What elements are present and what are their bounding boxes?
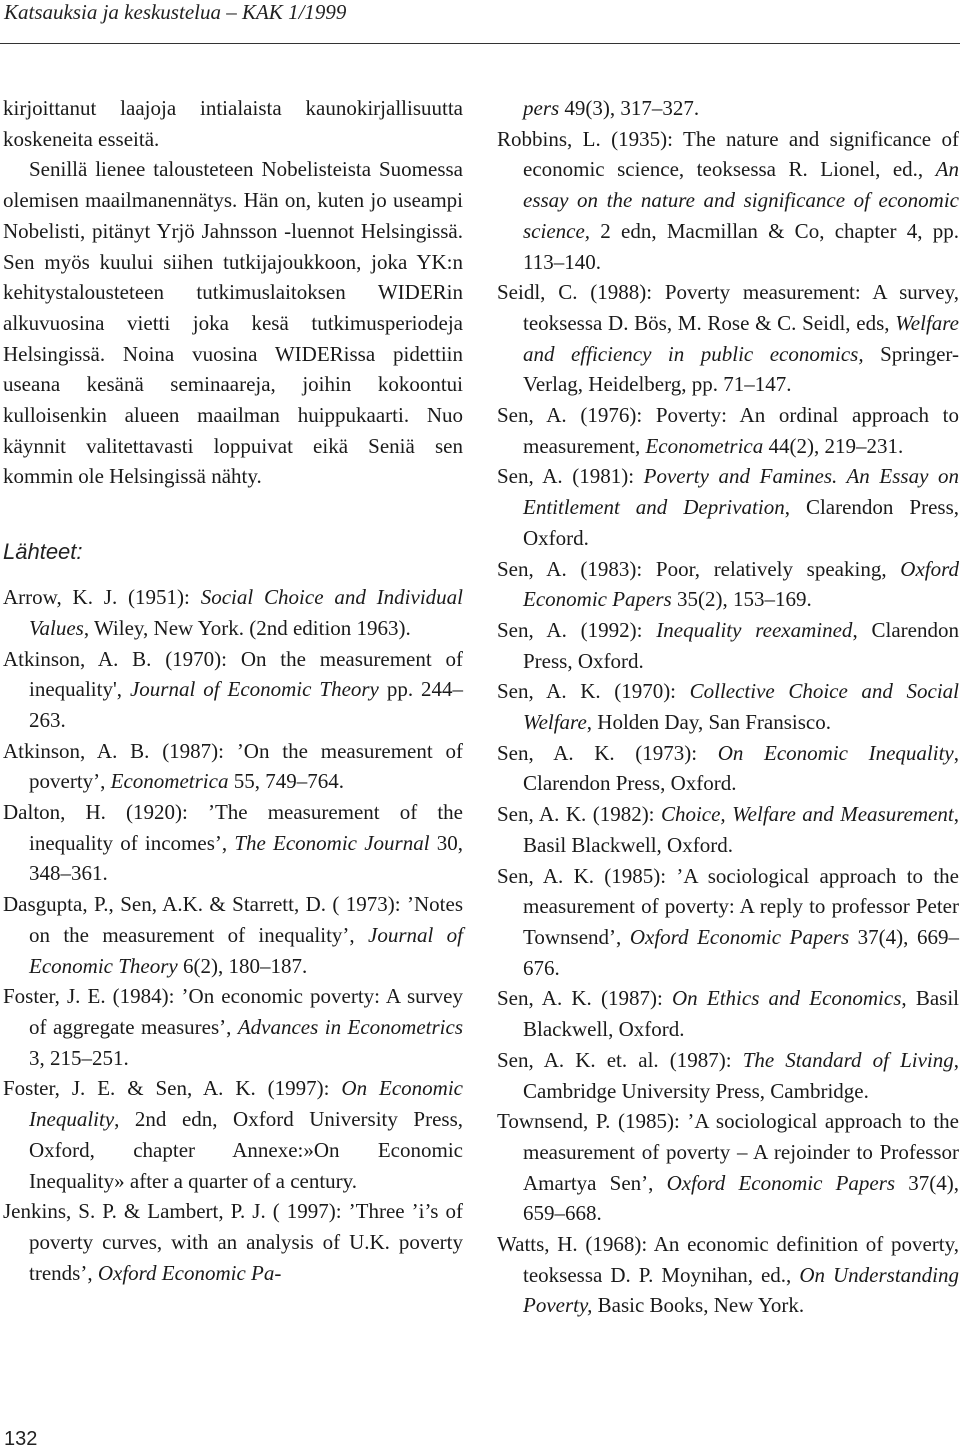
reference-entry: Sen, A. K. (1985): ’A sociological approach to the measurement of poverty: A reply to professor Peter Townsend’, Oxford Economic Papers 37(4), 669–676. (497, 863, 959, 980)
reference-entry: Arrow, K. J. (1951): Social Choice and Individual Values, Wiley, New York. (2nd edition 1963). (3, 585, 463, 640)
reference-entry: Townsend, P. (1985): ’A sociological approach to the measurement of poverty – A rejoinder to Professor Amartya Sen’, Oxford Economic Papers 37(4), 659–668. (497, 1109, 959, 1226)
reference-entry: Sen, A. (1976): Poverty: An ordinal approach to measurement, Econometrica 44(2), 219–231. (497, 403, 959, 458)
reference-entry: Atkinson, A. B. (1987): ’On the measurement of poverty’, Econometrica 55, 749–764. (3, 738, 463, 794)
reference-entry: Seidl, C. (1988): Poverty measurement: A survey, teoksessa D. Bös, M. Rose & C. Seidl, eds, Welfare and efficiency in public economics, Springer-Verlag, Heidelberg, pp. 71–147. (497, 280, 959, 397)
reference-entry: Sen, A. K. (1973): On Economic Inequality, Clarendon Press, Oxford. (497, 740, 959, 796)
body-paragraph: Senillä lienee talousteteen Nobelisteista Suomessa olemisen maailmanennätys. Hän on, kuten jo useampi Nobelisti, pitänyt Yrjö Jahnsson -luennot Helsingissä. Sen myös kuului siihen tutkijajoukkoon, joka YK:n kehitystalousteteen tutkimuslaitoksen WIDERin alkuvuosina vietti joka kesä tutkimusperiodeja Helsingissä. Noina vuosina WIDERissa pidettiin useana kesänä seminaareja, joihin kokoontui kulloisenkin alueen maailman huippukaarti. Nuo käynnit valitettavasti loppuivat eikä Seniä sen kommin ole Helsingissä nähty. (3, 157, 463, 489)
reference-entry: Sen, A. K. (1987): On Ethics and Economics, Basil Blackwell, Oxford. (497, 986, 960, 1042)
body-paragraph: kirjoittanut laajoja intialaista kaunokirjallisuutta koskeneita esseitä. (3, 96, 463, 151)
reference-entry: Atkinson, A. B. (1970): On the measurement of inequality', Journal of Economic Theory pp. 244–263. (3, 646, 464, 732)
reference-entry: Foster, J. E. (1984): ’On economic poverty: A survey of aggregate measures’, Advances in Econometrics 3, 215–251. (3, 984, 463, 1070)
reference-entry: Sen, A. K. (1970): Collective Choice and Social Welfare, Holden Day, San Fransisco. (497, 679, 959, 735)
reference-entry: Sen, A. (1992): Inequality reexamined, Clarendon Press, Oxford. (497, 617, 959, 673)
reference-entry: Foster, J. E. & Sen, A. K. (1997): On Economic Inequality, 2nd edn, Oxford University Press, Oxford, chapter Annexe:»On Economic Inequality» after a quarter of a century. (3, 1076, 463, 1193)
left-column (3, 93, 463, 1288)
header-rule (0, 43, 960, 44)
running-head: Katsauksia ja keskustelua – KAK 1/1999 (4, 0, 347, 24)
reference-entry: Sen, A. (1981): Poverty and Famines. An Essay on Entitlement and Deprivation, Clarendon Press, Oxford. (497, 464, 960, 550)
reference-entry: Sen, A. K. et. al. (1987): The Standard of Living, Cambridge University Press, Cambridge. (497, 1047, 960, 1103)
reference-entry: Watts, H. (1968): An economic definition of poverty, teoksessa D. P. Moynihan, ed., On Understanding Poverty, Basic Books, New York. (497, 1232, 959, 1318)
reference-entry: Sen, A. K. (1982): Choice, Welfare and Measurement, Basil Blackwell, Oxford. (497, 802, 959, 857)
reference-entry-continued: pers 49(3), 317–327. (523, 96, 700, 120)
reference-entry: Sen, A. (1983): Poor, relatively speaking, Oxford Economic Papers 35(2), 153–169. (497, 556, 959, 612)
reference-entry: Dalton, H. (1920): ’The measurement of the inequality of incomes’, The Economic Journal 30, 348–361. (3, 800, 464, 886)
references-heading: Lähteet: (3, 539, 83, 565)
reference-entry: Robbins, L. (1935): The nature and significance of economic science, teoksessa R. Lionel, ed., An essay on the nature and significance of economic science, 2 edn, Macmillan & Co, chapter 4, pp. 113–140. (497, 126, 959, 274)
reference-entry: Jenkins, S. P. & Lambert, P. J. ( 1997): ’Three ’i’s of poverty curves, with an analysis of U.K. poverty trends’, Oxford Economic Pa- (3, 1199, 463, 1285)
page-number: 132 (4, 1428, 38, 1450)
reference-entry: Dasgupta, P., Sen, A.K. & Starrett, D. ( 1973): ’Notes on the measurement of inequality’, Journal of Economic Theory 6(2), 180–187. (3, 892, 463, 978)
right-column (497, 93, 959, 1321)
